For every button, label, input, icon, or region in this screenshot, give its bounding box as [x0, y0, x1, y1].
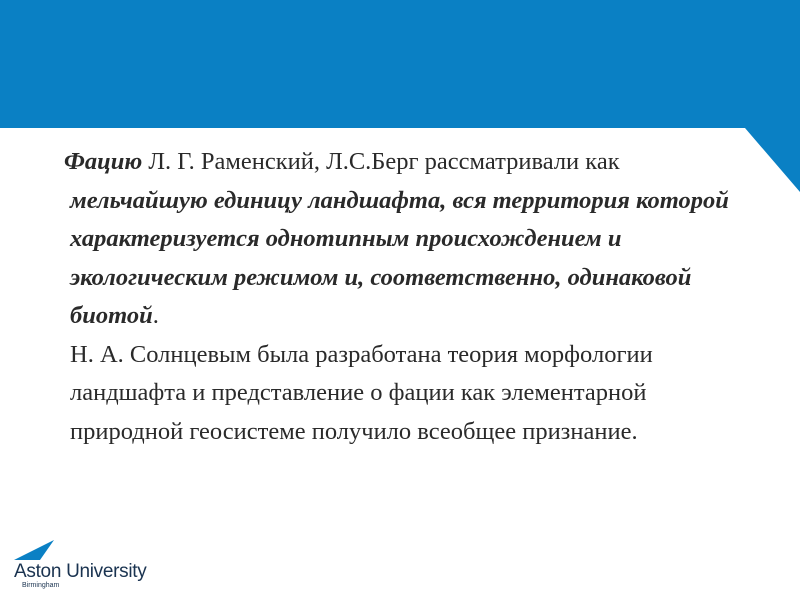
slide-body [64, 143, 750, 451]
facies-definition: мельчайшую единицу ландшафта, вся территория которой характеризуется однотипным происхождением и экологическим режимом и, соответственно, одинаковой биотой [70, 186, 729, 329]
term-facies: Фацию [64, 148, 143, 175]
aston-triangle-logo-icon [14, 540, 54, 560]
logo-name: Aston University [14, 561, 147, 582]
definition-end: . [152, 302, 159, 329]
paragraph-facies-definition [64, 143, 750, 336]
aston-university-logo [14, 540, 164, 595]
authors-text: Л. Г. Раменский, Л.С.Берг рассматривали как [142, 148, 620, 175]
logo-city: Birmingham [22, 582, 60, 589]
paragraph-solntsev: Н. А. Солнцевым была разработана теория морфологии ландшафта и представление о фации как элементарной природной геосистеме получило всеобщее признание. [70, 340, 653, 445]
